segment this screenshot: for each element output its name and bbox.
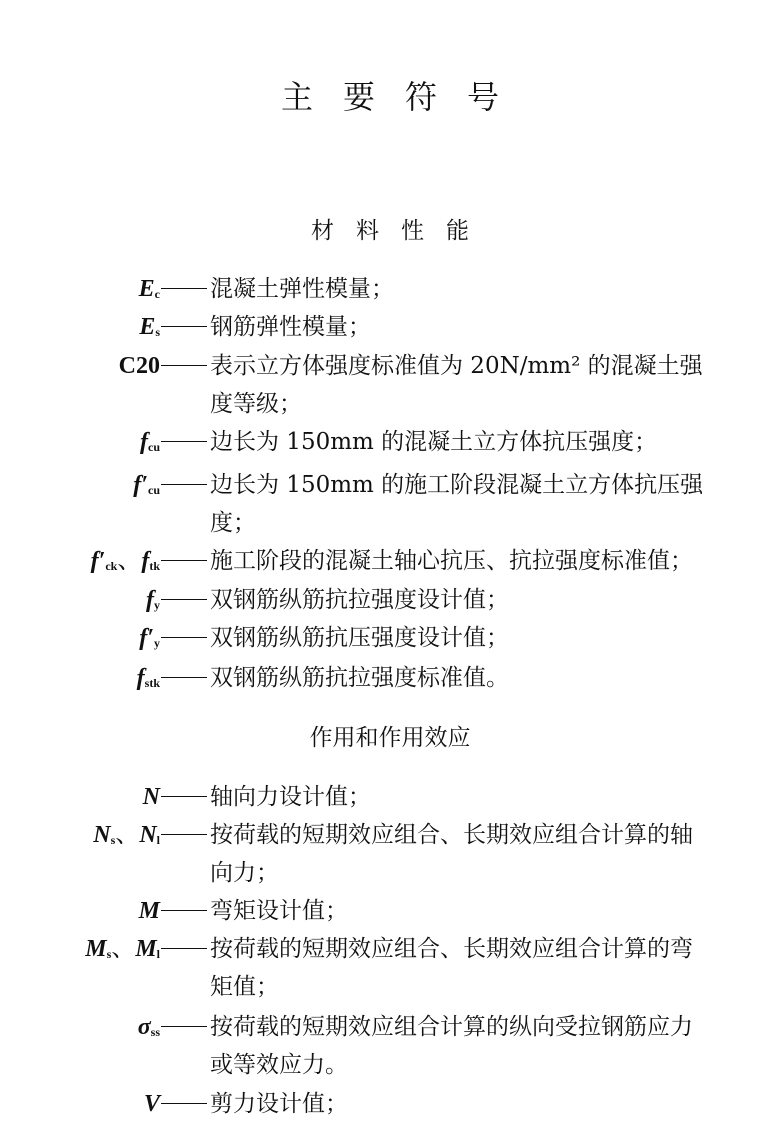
symbol-subscript: l bbox=[156, 833, 160, 847]
symbol bbox=[139, 270, 160, 313]
symbol-letter: M bbox=[135, 936, 157, 962]
em-dash bbox=[161, 599, 207, 600]
symbol-subscript: tk bbox=[149, 559, 160, 573]
em-dash bbox=[161, 365, 207, 366]
symbol-entry bbox=[0, 1008, 780, 1046]
symbol bbox=[139, 892, 160, 930]
definition-text: 双钢筋纵筋抗拉强度标准值。 bbox=[210, 665, 509, 691]
symbol-subscript: c bbox=[154, 287, 160, 301]
em-dash bbox=[161, 441, 207, 442]
symbol-letter: N bbox=[93, 822, 111, 848]
symbol-entry bbox=[0, 930, 780, 968]
symbol bbox=[140, 423, 160, 466]
em-dash bbox=[161, 948, 207, 949]
em-dash bbox=[161, 796, 207, 797]
symbol-subscript: s bbox=[106, 947, 112, 961]
symbol bbox=[138, 1008, 160, 1051]
definition-text: 剪力设计值； bbox=[210, 1091, 348, 1117]
symbol-entry bbox=[0, 347, 780, 385]
section-heading: 材料性能 bbox=[311, 218, 491, 244]
definition-text: 弯矩设计值； bbox=[210, 898, 348, 924]
symbol bbox=[133, 466, 160, 509]
symbol-entry bbox=[0, 1085, 780, 1122]
symbol-entry bbox=[0, 816, 780, 854]
em-dash bbox=[161, 1103, 207, 1104]
definition-text: 边长为 150mm 的混凝土立方体抗压强度； bbox=[210, 429, 658, 455]
symbol-letter: N bbox=[139, 822, 157, 848]
em-dash bbox=[161, 560, 207, 561]
symbol bbox=[93, 816, 160, 859]
em-dash bbox=[161, 677, 207, 678]
symbol-subscript: l bbox=[156, 947, 160, 961]
definition-continuation: 向力； bbox=[210, 860, 279, 886]
symbol-entry bbox=[0, 542, 780, 580]
separator: 、 bbox=[115, 822, 140, 848]
symbol bbox=[146, 581, 160, 624]
symbol-subscript: ck bbox=[105, 559, 118, 573]
symbol-entry bbox=[0, 581, 780, 619]
symbol-subscript: s bbox=[110, 833, 116, 847]
definition-text: 双钢筋纵筋抗压强度设计值； bbox=[210, 625, 509, 651]
symbol-letter: C20 bbox=[118, 353, 160, 379]
symbol-letter: f′ bbox=[139, 625, 154, 651]
symbol-subscript: ss bbox=[150, 1025, 160, 1039]
page-title: 主要符号 bbox=[280, 78, 529, 116]
symbol-letter: E bbox=[138, 276, 155, 302]
symbol-letter: f bbox=[141, 548, 150, 574]
symbol-letter: f bbox=[140, 429, 148, 455]
symbol-subscript: y bbox=[154, 636, 160, 650]
symbol bbox=[137, 659, 160, 702]
symbol-letter: V bbox=[143, 1091, 160, 1117]
definition-continuation: 度； bbox=[210, 510, 256, 536]
symbol-subscript: y bbox=[154, 598, 160, 612]
symbol-letter: M bbox=[85, 936, 107, 962]
symbol bbox=[144, 1085, 160, 1122]
em-dash bbox=[161, 1026, 207, 1027]
symbol-letter: σ bbox=[137, 1014, 151, 1040]
em-dash bbox=[161, 326, 207, 327]
symbol bbox=[91, 542, 160, 585]
symbol bbox=[85, 930, 160, 973]
symbol-letter: f′ bbox=[133, 472, 148, 498]
symbol-letter: f′ bbox=[90, 548, 106, 574]
symbol-entry bbox=[0, 619, 780, 657]
symbol-letter: E bbox=[139, 314, 156, 340]
symbol bbox=[143, 778, 160, 816]
section-heading: 作用和作用效应 bbox=[309, 725, 471, 751]
symbol-entry bbox=[0, 659, 780, 697]
symbol bbox=[119, 347, 160, 385]
symbol-subscript: cu bbox=[148, 483, 160, 497]
symbol-subscript: stk bbox=[144, 676, 160, 690]
symbol-letter: f bbox=[146, 587, 154, 613]
definition-text: 按荷载的短期效应组合计算的纵向受拉钢筋应力 bbox=[210, 1014, 693, 1040]
symbol-letter: f bbox=[136, 665, 145, 691]
symbol-entry bbox=[0, 778, 780, 816]
symbol-letter: N bbox=[142, 784, 160, 810]
symbol-subscript: s bbox=[155, 325, 160, 339]
symbol bbox=[139, 619, 160, 662]
separator: 、 bbox=[111, 936, 136, 962]
definition-text: 按荷载的短期效应组合、长期效应组合计算的弯 bbox=[210, 936, 693, 962]
symbol-entry bbox=[0, 892, 780, 930]
symbol-subscript: cu bbox=[148, 440, 160, 454]
symbol-entry bbox=[0, 423, 780, 461]
symbol-entry bbox=[0, 466, 780, 504]
em-dash bbox=[161, 834, 207, 835]
symbol-entry bbox=[0, 270, 780, 308]
definition-text: 轴向力设计值； bbox=[210, 784, 371, 810]
em-dash bbox=[161, 288, 207, 289]
definition-text: 边长为 150mm 的施工阶段混凝土立方体抗压强 bbox=[210, 472, 704, 498]
symbol bbox=[139, 308, 160, 351]
em-dash bbox=[161, 484, 207, 485]
definition-continuation: 度等级； bbox=[210, 391, 302, 417]
definition-text: 混凝土弹性模量； bbox=[210, 276, 394, 302]
symbol-entry bbox=[0, 308, 780, 346]
separator: 、 bbox=[117, 548, 142, 574]
definition-text: 钢筋弹性模量； bbox=[210, 314, 371, 340]
definition-continuation: 矩值； bbox=[210, 974, 279, 1000]
definition-continuation: 或等效应力。 bbox=[210, 1052, 348, 1078]
em-dash bbox=[161, 637, 207, 638]
definition-text: 双钢筋纵筋抗拉强度设计值； bbox=[210, 587, 509, 613]
symbol-letter: M bbox=[138, 898, 160, 924]
definition-text: 施工阶段的混凝土轴心抗压、抗拉强度标准值； bbox=[210, 548, 693, 574]
definition-text: 按荷载的短期效应组合、长期效应组合计算的轴 bbox=[210, 822, 693, 848]
em-dash bbox=[161, 910, 207, 911]
definition-text: 表示立方体强度标准值为 20N/mm² 的混凝土强 bbox=[210, 353, 703, 379]
